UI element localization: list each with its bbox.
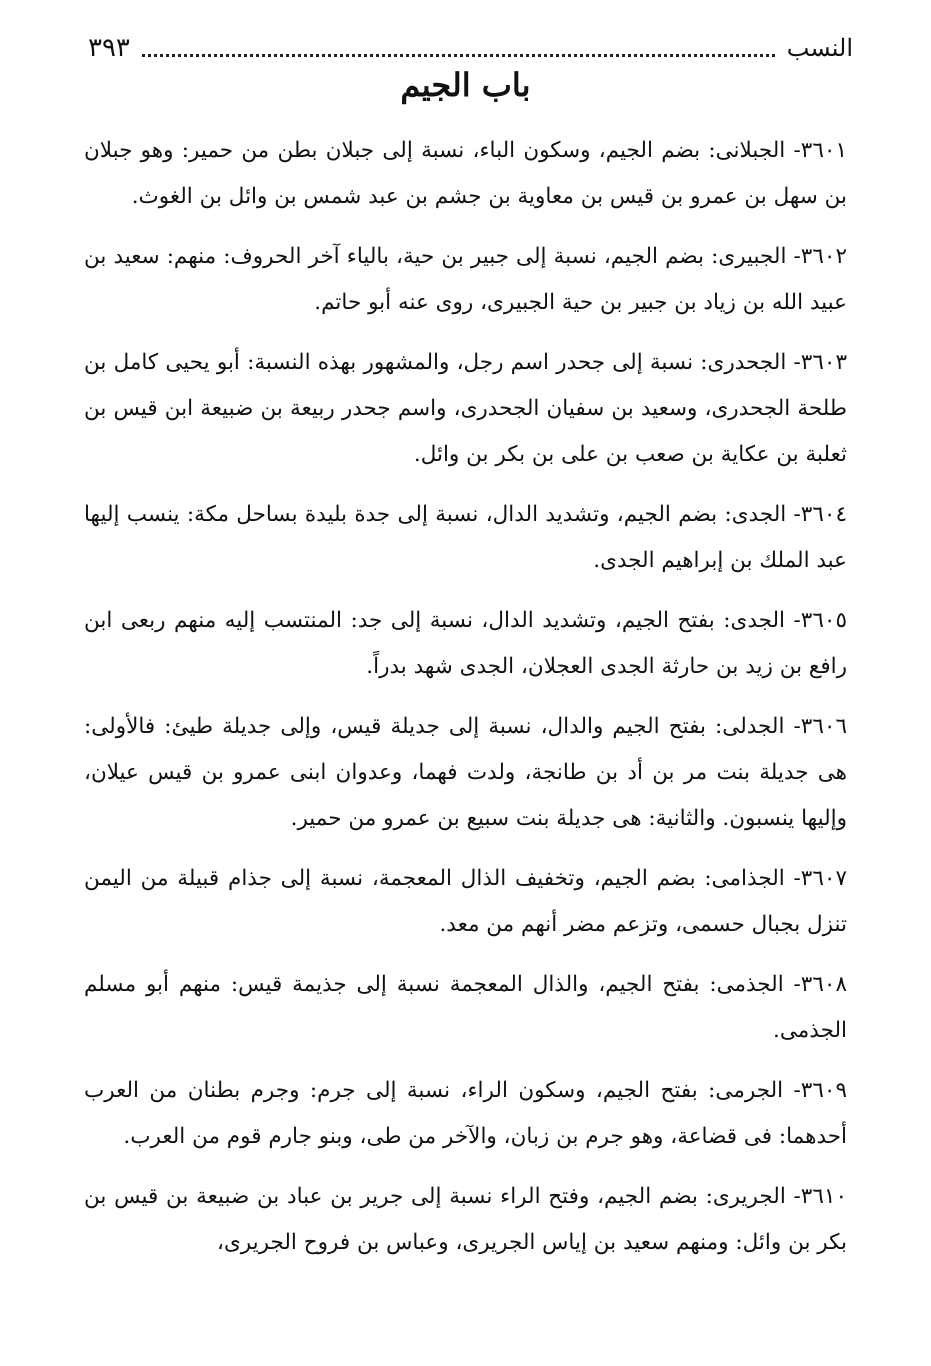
entry-3601: ٣٦٠١- الجبلانى: بضم الجيم، وسكون الباء، نسبة إلى جبلان بطن من حمير: وهو جبلان بن سهل بن عمرو بن قيس بن معاوية بن جشم بن عبد شمس بن وائل بن الغوث.: [84, 138, 847, 209]
entry-3609: ٣٦٠٩- الجرمى: بفتح الجيم، وسكون الراء، نسبة إلى جرم: وجرم بطنان من العرب أحدهما: فى قضاعة، وهو جرم بن زبان، والآخر من طى، وبنو جارم قوم من العرب.: [84, 1078, 847, 1149]
entry-3606: ٣٦٠٦- الجدلى: بفتح الجيم والدال، نسبة إلى جديلة قيس، وإلى جديلة طيئ: فالأولى: هى جديلة بنت مر بن أد بن طانجة، ولدت فهما، وعدوان ابنى عمرو بن قيس عيلان، وإليها ينسبون. والثانية: هى جديلة بنت سبيع بن عمرو من حمير.: [84, 714, 847, 831]
entry-3607: ٣٦٠٧- الجذامى: بضم الجيم، وتخفيف الذال المعجمة، نسبة إلى جذام قبيلة من اليمن تنزل بجبال حسمى، وتزعم مضر أنهم من معد.: [84, 866, 847, 937]
leader-dots: [142, 40, 775, 57]
entry-3605: ٣٦٠٥- الجدى: بفتح الجيم، وتشديد الدال، نسبة إلى جد: المنتسب إليه منهم ربعى ابن رافع بن زيد بن حارثة الجدى العجلان، الجدى شهد بدراً.: [84, 608, 847, 679]
entry-3602: ٣٦٠٢- الجبيرى: بضم الجيم، نسبة إلى جبير بن حية، بالياء آخر الحروف: منهم: سعيد بن عبيد الله بن زياد بن جبير بن حية الجبيرى، روى عنه أبو حاتم.: [84, 244, 847, 315]
chapter-title: باب الجيم: [400, 66, 531, 104]
entry-3610: ٣٦١٠- الجريرى: بضم الجيم، وفتح الراء نسبة إلى جرير بن عباد بن ضبيعة بن قيس بن بكر بن وائل: ومنهم سعيد بن إياس الجريرى، وعباس بن فروح الجريرى،: [84, 1184, 847, 1255]
entry-3603: ٣٦٠٣- الجحدرى: نسبة إلى جحدر اسم رجل، والمشهور بهذه النسبة: أبو يحيى كامل بن طلحة الجحدرى، وسعيد بن سفيان الجحدرى، واسم جحدر ربيعة بن ضبيعة ابن قيس بن ثعلبة بن عكاية بن صعب بن على بن بكر بن وائل.: [84, 350, 847, 467]
entries-list: [84, 128, 847, 1280]
running-title: النسب: [786, 34, 853, 62]
entry-3608: ٣٦٠٨- الجذمى: بفتح الجيم، والذال المعجمة نسبة إلى جذيمة قيس: منهم أبو مسلم الجذمى.: [84, 972, 847, 1043]
running-header: [88, 30, 853, 66]
page-number: ٣٩٣: [88, 33, 130, 63]
entry-3604: ٣٦٠٤- الجدى: بضم الجيم، وتشديد الدال، نسبة إلى جدة بليدة بساحل مكة: ينسب إليها عبد الملك بن إبراهيم الجدى.: [84, 502, 847, 573]
